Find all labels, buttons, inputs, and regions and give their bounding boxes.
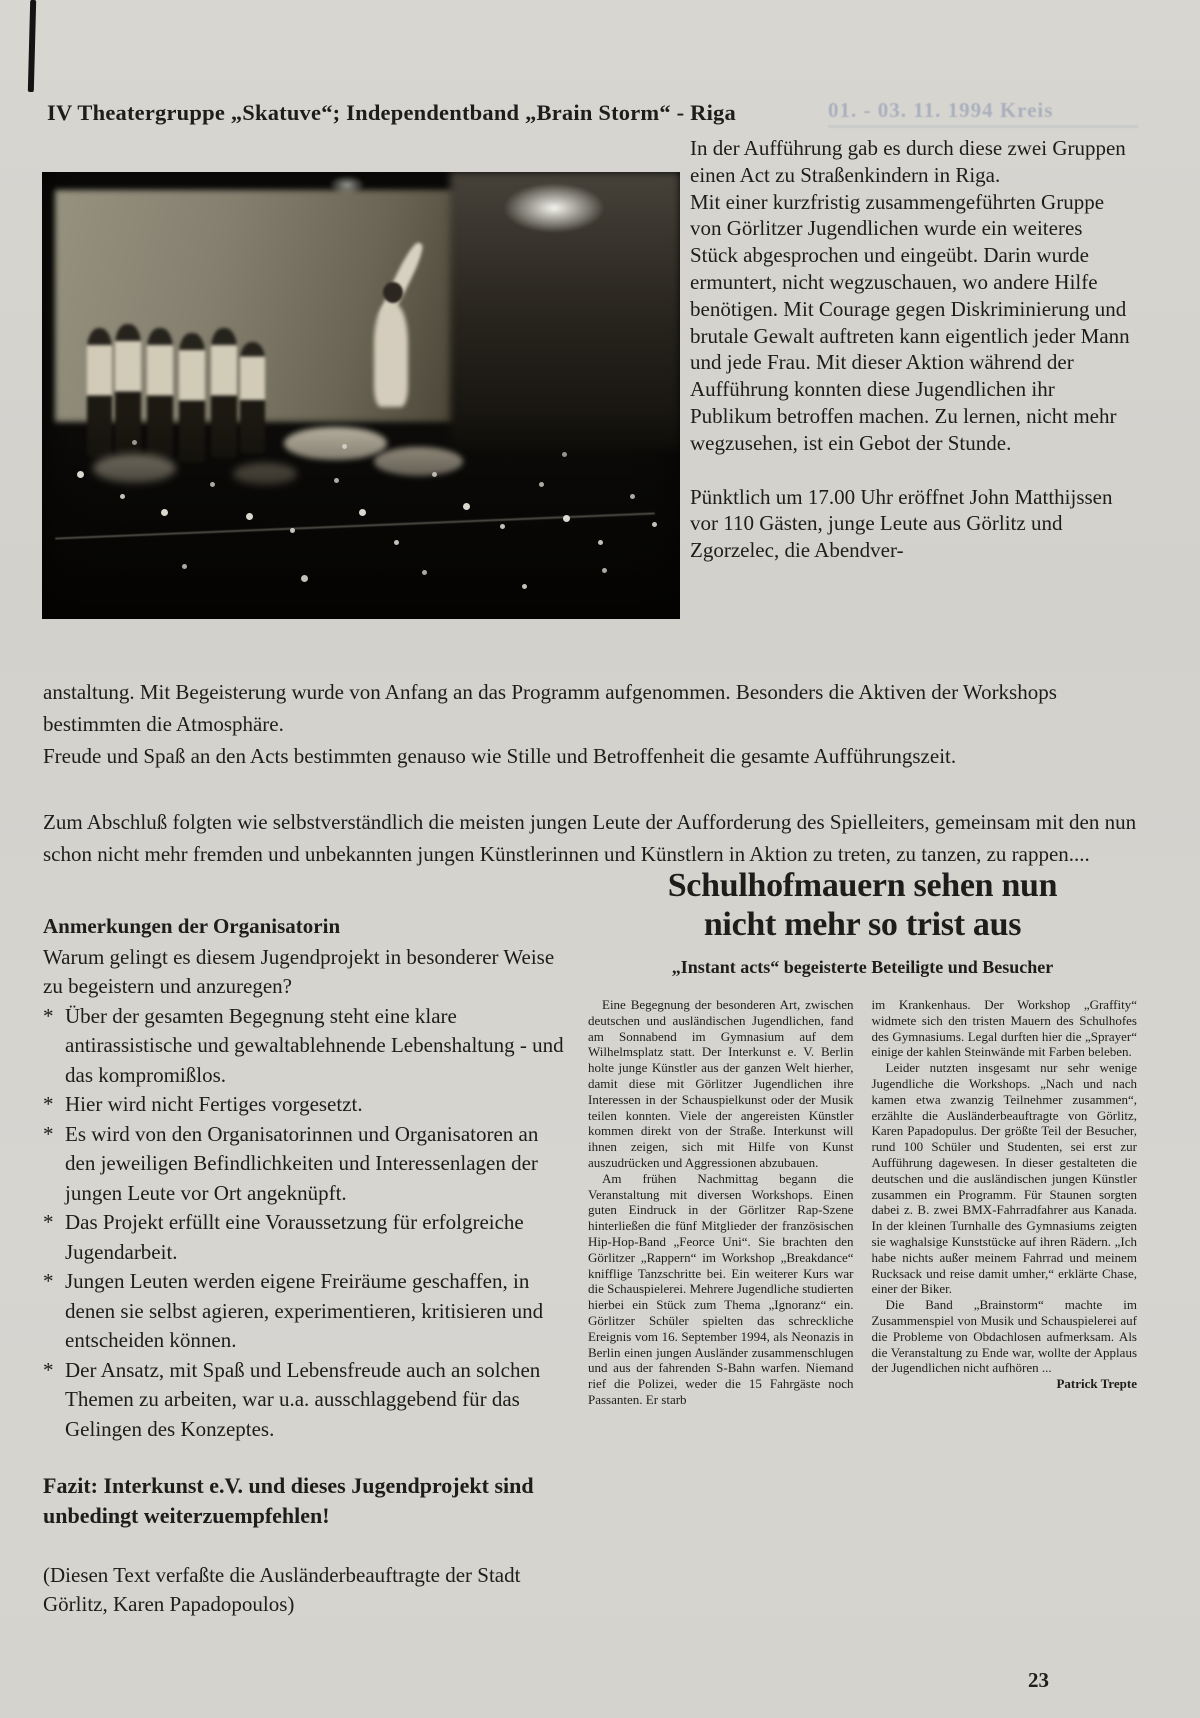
newspaper-paragraph: Leider nutzten insgesamt nur sehr wenige Jugendliche die Workshops. „Nach und nach kamen etwa zwanzig Teilnehmer zusammen“, erzählte die Ausländerbeauftragte von Görlitz, Karen Papadopulus. Der größte Teil der Besucher, rund 100 Schüler und Studenten, sei erst zur Aufführung dagewesen. In dieser gestalteten die deutschen und die ausländischen jungen Künstler zusammen ein Programm. Für Staunen sorgten dabei z. B. zwei BMX-Fahrradfahrer aus Kanada. In der kleinen Turnhalle des Gymnasiums zeigten sie waghalsige Kunststücke auf ihren Rädern. „Ich habe nichts außer meinem Fahrrad und meinem Rucksack und reise damit umher,“ erklärte Chase, einer der Biker. xyxy=(871,1060,1137,1297)
newspaper-columns xyxy=(588,997,1137,1408)
scan-artifact-line xyxy=(28,0,36,92)
stage-floor-dots xyxy=(42,172,47,177)
note-text: Jungen Leuten werden eigene Freiräume geschaffen, in denen sie selbst agieren, experimentieren, kritisieren und entscheiden können. xyxy=(65,1269,544,1352)
page-number: 23 xyxy=(1028,1668,1049,1692)
notes-heading: Anmerkungen der Organisatorin xyxy=(43,914,341,938)
article-paragraph: Mit einer kurzfristig zusammengeführten Gruppe von Görlitzer Jugendlichen wurde ein weiteres Stück abgesprochen und eingeübt. Darin wurde ermuntert, nicht wegzuschauen, wo andere Hilfe benötigen. Mit Courage gegen Diskriminierung und brutale Gewalt auftreten kann eigentlich jeder Mann und jede Frau. Mit dieser Aktion während der Aufführung konnten diese Jugendlichen ihr Publikum betroffen machen. Zu lernen, nicht mehr wegzusehen, ist ein Gebot der Stunde. xyxy=(690,189,1130,455)
stage-floor-shadow xyxy=(42,172,680,619)
note-text: Hier wird nicht Fertiges vorgesetzt. xyxy=(65,1092,363,1116)
newspaper-paragraph: im Krankenhaus. Der Workshop „Graffity“ widmete sich den tristen Mauern des Schulhofes des Gymnasiums. Legal durften hier die „Sprayer“ einige der kahlen Steinwände mit Farben beleben. xyxy=(871,997,1137,1060)
note-item xyxy=(43,1267,569,1356)
note-item xyxy=(43,1356,569,1445)
organiser-notes xyxy=(43,912,569,1619)
note-item xyxy=(43,1208,569,1267)
article-closing-paragraph: Zum Abschluß folgten wie selbstverständlich die meisten jungen Leute der Aufforderung des Spielleiters, gemeinsam mit den nun schon nicht mehr fremden und unbekannten jungen Künstlerinnen und Künstlern in Aktion zu treten, zu tanzen, zu rappen.... xyxy=(43,810,1137,866)
article-paragraph: Freude und Spaß an den Acts bestimmten genauso wie Stille und Betroffenheit die gesamte Aufführungszeit. xyxy=(43,744,957,768)
newspaper-subtitle: „Instant acts“ begeisterte Beteiligte und Besucher xyxy=(671,957,1054,977)
newspaper-headline-line1: Schulhofmauern sehen nun xyxy=(667,867,1058,904)
note-text: Über der gesamten Begegnung steht eine klare antirassistische und gewaltablehnende Lebenshaltung - und das kompromißlos. xyxy=(65,1003,564,1087)
article-paragraph: anstaltung. Mit Begeisterung wurde von Anfang an das Programm aufgenommen. Besonders die Aktiven der Workshops bestimmten die Atmosphäre. xyxy=(43,680,1057,736)
newspaper-byline: Patrick Trepte xyxy=(1056,1376,1137,1392)
note-text: Es wird von den Organisatorinnen und Organisatoren an den jeweiligen Befindlichkeiten und Interessenlagen der jungen Leute vor Ort angeknüpft. xyxy=(65,1121,539,1205)
newspaper-headline-line2: nicht mehr so trist aus xyxy=(703,906,1022,943)
newspaper-column-right xyxy=(872,997,1138,1408)
note-item xyxy=(43,1002,569,1091)
newspaper-clipping xyxy=(588,866,1137,1408)
note-text: Das Projekt erfüllt eine Voraussetzung für erfolgreiche Jugendarbeit. xyxy=(65,1210,524,1264)
newspaper-paragraph: Die Band „Brainstorm“ machte im Zusammenspiel von Musik und Schauspielerei auf die Probleme von Obdachlosen aufmerksam. Als die Veranstaltung zu Ende war, wollte der Applaus der Jugendlichen nicht aufhören ... xyxy=(871,1297,1137,1376)
newspaper-column-left xyxy=(588,997,854,1408)
asterisk-bullet: * xyxy=(43,1357,54,1382)
note-text: Der Ansatz, mit Spaß und Lebensfreude auch an solchen Themen zu arbeiten, war u.a. ausschlaggebend für das Gelingen des Konzeptes. xyxy=(65,1357,541,1441)
asterisk-bullet: * xyxy=(43,1121,54,1146)
fazit-statement: Fazit: Interkunst e.V. und dieses Jugendprojekt sind unbedingt weiterzuempfehlen! xyxy=(43,1473,534,1528)
article-paragraph: In der Aufführung gab es durch diese zwei Gruppen einen Act zu Straßenkindern in Riga. xyxy=(690,136,1126,187)
author-attribution: (Diesen Text verfaßte die Ausländerbeauftragte der Stadt Görlitz, Karen Papadopoulos) xyxy=(43,1563,521,1616)
note-item xyxy=(43,1090,569,1120)
newspaper-paragraph: Eine Begegnung der besonderen Art, zwischen deutschen und ausländischen Jugendlichen, fand am Sonnabend im Gymnasium auf dem Wilhelmsplatz statt. Der Interkunst e. V. Berlin holte junge Künstler aus der ganzen Welt hierher, damit diese mit Görlitzer Jugendlichen ihre Interessen in der Schauspielkunst oder der Musik teilen konnten. Viele der angereisten Künstler kommen direkt von der Straße. Interkunst will ihnen zeigen, sich mit Hilfe von Kunst auszudrücken und Aggressionen abzubauen. xyxy=(588,997,854,1170)
asterisk-bullet: * xyxy=(43,1269,54,1293)
notes-question: Warum gelingt es diesem Jugendprojekt in besonderer Weise zu begeistern und anzuregen? xyxy=(43,944,555,998)
asterisk-bullet: * xyxy=(43,1092,54,1116)
bleed-through-text: 01. - 03. 11. 1994 Kreis xyxy=(828,98,1138,128)
article-title: IV Theatergruppe „Skatuve“; Independentband „Brain Storm“ - Riga xyxy=(47,100,736,125)
asterisk-bullet: * xyxy=(43,1210,54,1234)
asterisk-bullet: * xyxy=(43,1003,54,1028)
article-paragraph: Pünktlich um 17.00 Uhr eröffnet John Matthijssen vor 110 Gästen, junge Leute aus Görlitz und Zgorzelec, die Abendver- xyxy=(690,484,1113,563)
stage-photo xyxy=(42,172,680,619)
article-intro-column xyxy=(690,135,1134,564)
newspaper-paragraph: Am frühen Nachmittag begann die Veranstaltung mit diversen Workshops. Einen guten Eindruck in der Görlitzer Rap-Szene hinterließen die fünf Mitglieder der französischen Hip-Hop-Band „Feorce Uni“. Sie brachten den Görlitzer „Rappern“ im Workshop „Breakdance“ knifflige Tanzschritte bei. Ein weiterer Kurs war die Schauspielerei. Mehrere Jugendliche studierten hierbei ein Stück zum Thema „Ignoranz“ ein. Görlitzer Schüler spielten das schreckliche Ereignis vom 16. September 1994, als Neonazis in Berlin einen jungen Ausländer zusammenschlugen und aus der fahrenden S-Bahn warfen. Niemand rief die Polizei, weder die 15 Fahrgäste noch Passanten. Er starb xyxy=(588,1170,854,1407)
article-continuation xyxy=(43,676,1139,772)
note-item xyxy=(43,1120,569,1209)
